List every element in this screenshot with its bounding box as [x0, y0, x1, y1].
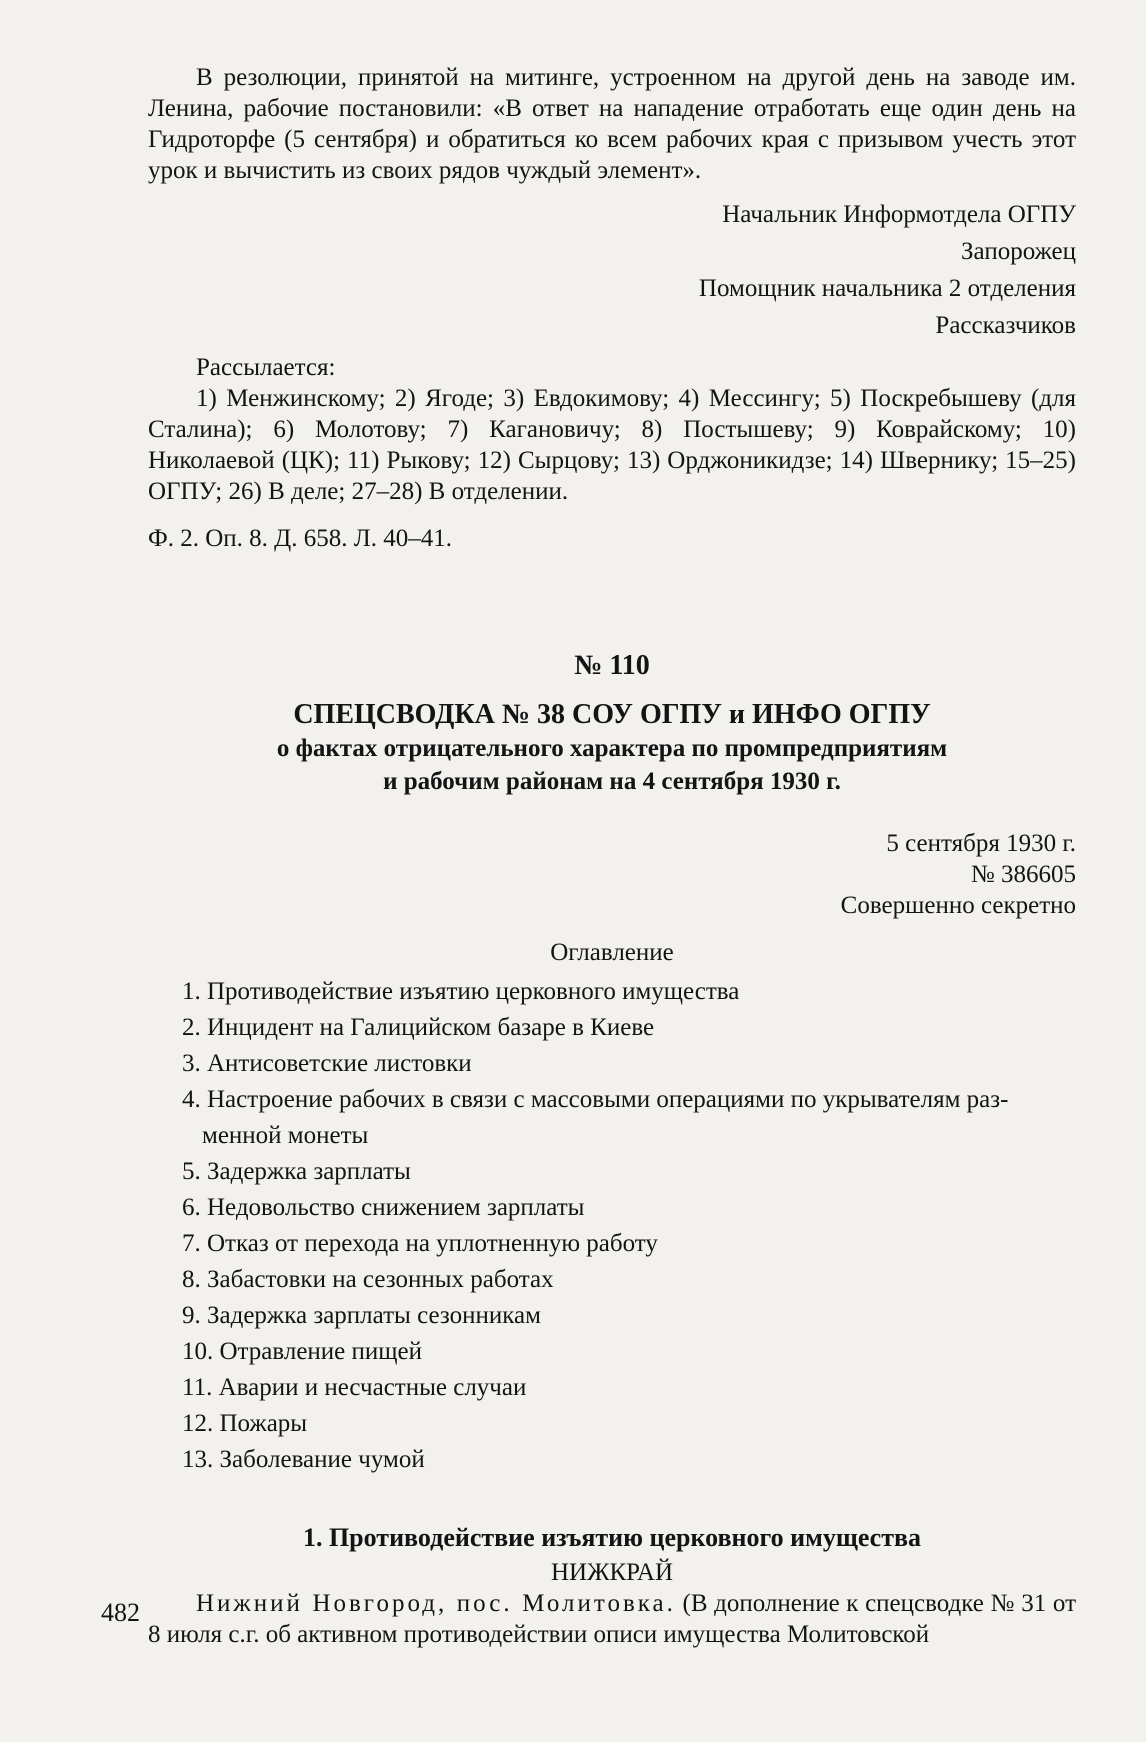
document-subtitle-line-1: о фактах отрицательного характера по промпредприятиям: [276, 735, 948, 762]
section-heading: 1. Противодействие изъятию церковного имущества: [302, 1523, 922, 1552]
region-label: НИЖКРАЙ: [551, 1559, 673, 1586]
section-paragraph: [148, 1588, 1076, 1650]
toc-item-continuation: менной монеты: [202, 1122, 369, 1149]
classification-label: Совершенно секретно: [840, 892, 1076, 919]
toc-item: 3. Антисоветские листовки: [182, 1050, 472, 1077]
page-number: 482: [101, 1598, 140, 1627]
document-date: 5 сентября 1930 г.: [886, 830, 1076, 857]
toc-item: 10. Отравление пищей: [182, 1338, 423, 1365]
distribution-block: [148, 352, 1076, 507]
toc-item: 1. Противодействие изъятию церковного имущества: [182, 978, 740, 1005]
toc-item: 8. Забастовки на сезонных работах: [182, 1266, 554, 1293]
distribution-list: 1) Менжинскому; 2) Ягоде; 3) Евдокимову; 4) Мессингу; 5) Поскребышеву (для Сталина); 6) Молотову; 7) Кагановичу; 8) Постышеву; 9) Коврайскому; 10) Николаевой (ЦК); 11) Рыкову; 12) Сырцову; 13) Орджоникидзе; 14) Швернику; 15–25) ОГПУ; 26) В деле; 27–28) В отделении.: [148, 385, 1076, 505]
signature-title-2: Помощник начальника 2 отделения: [698, 275, 1076, 302]
toc-item: 9. Задержка зарплаты сезонникам: [182, 1302, 541, 1329]
toc-item: 13. Заболевание чумой: [182, 1446, 425, 1473]
document-title: СПЕЦСВОДКА № 38 СОУ ОГПУ и ИНФО ОГПУ: [293, 699, 931, 730]
document-reg-number: № 386605: [970, 861, 1076, 888]
document-meta: [148, 828, 1076, 921]
toc-item: 12. Пожары: [182, 1410, 308, 1437]
signature-name-2: Рассказчиков: [935, 312, 1076, 339]
toc-item: 4. Настроение рабочих в связи с массовыми операциями по укрывателям раз-: [182, 1086, 1009, 1113]
document-subtitle-line-2: и рабочим районам на 4 сентября 1930 г.: [383, 768, 841, 795]
section-text: (В дополнение к спецсводке № 31 от 8 июля с.г. об активном противодействии описи имущества Молитовской: [148, 1590, 1076, 1648]
signature-name-1: Запорожец: [961, 238, 1076, 265]
document-number: № 110: [574, 650, 650, 681]
signature-block: [148, 196, 1076, 344]
toc-item: 6. Недовольство снижением зарплаты: [182, 1194, 585, 1221]
toc-item: 5. Задержка зарплаты: [182, 1158, 411, 1185]
toc-item: 2. Инцидент на Галицийском базаре в Киеве: [182, 1014, 655, 1041]
intro-paragraph: В резолюции, принятой на митинге, устроенном на другой день на заводе им. Ленина, рабочие постановили: «В ответ на нападение отработать еще один день на Гидроторфе (5 сентября) и обратиться ко всем рабочих края с призывом учесть этот урок и вычистить из своих рядов чуждый элемент».: [148, 64, 1076, 184]
table-of-contents: [148, 974, 1076, 1478]
place-name: Нижний Новгород, пос. Молитовка.: [196, 1590, 676, 1617]
archive-source: Ф. 2. Оп. 8. Д. 658. Л. 40–41.: [148, 525, 452, 552]
document-page: [148, 62, 1076, 1650]
toc-heading: Оглавление: [550, 939, 674, 966]
signature-title-1: Начальник Информотдела ОГПУ: [722, 201, 1076, 228]
toc-item: 7. Отказ от перехода на уплотненную работу: [182, 1230, 658, 1257]
distribution-heading: Рассылается:: [196, 354, 336, 381]
toc-item: 11. Аварии и несчастные случаи: [182, 1374, 527, 1401]
